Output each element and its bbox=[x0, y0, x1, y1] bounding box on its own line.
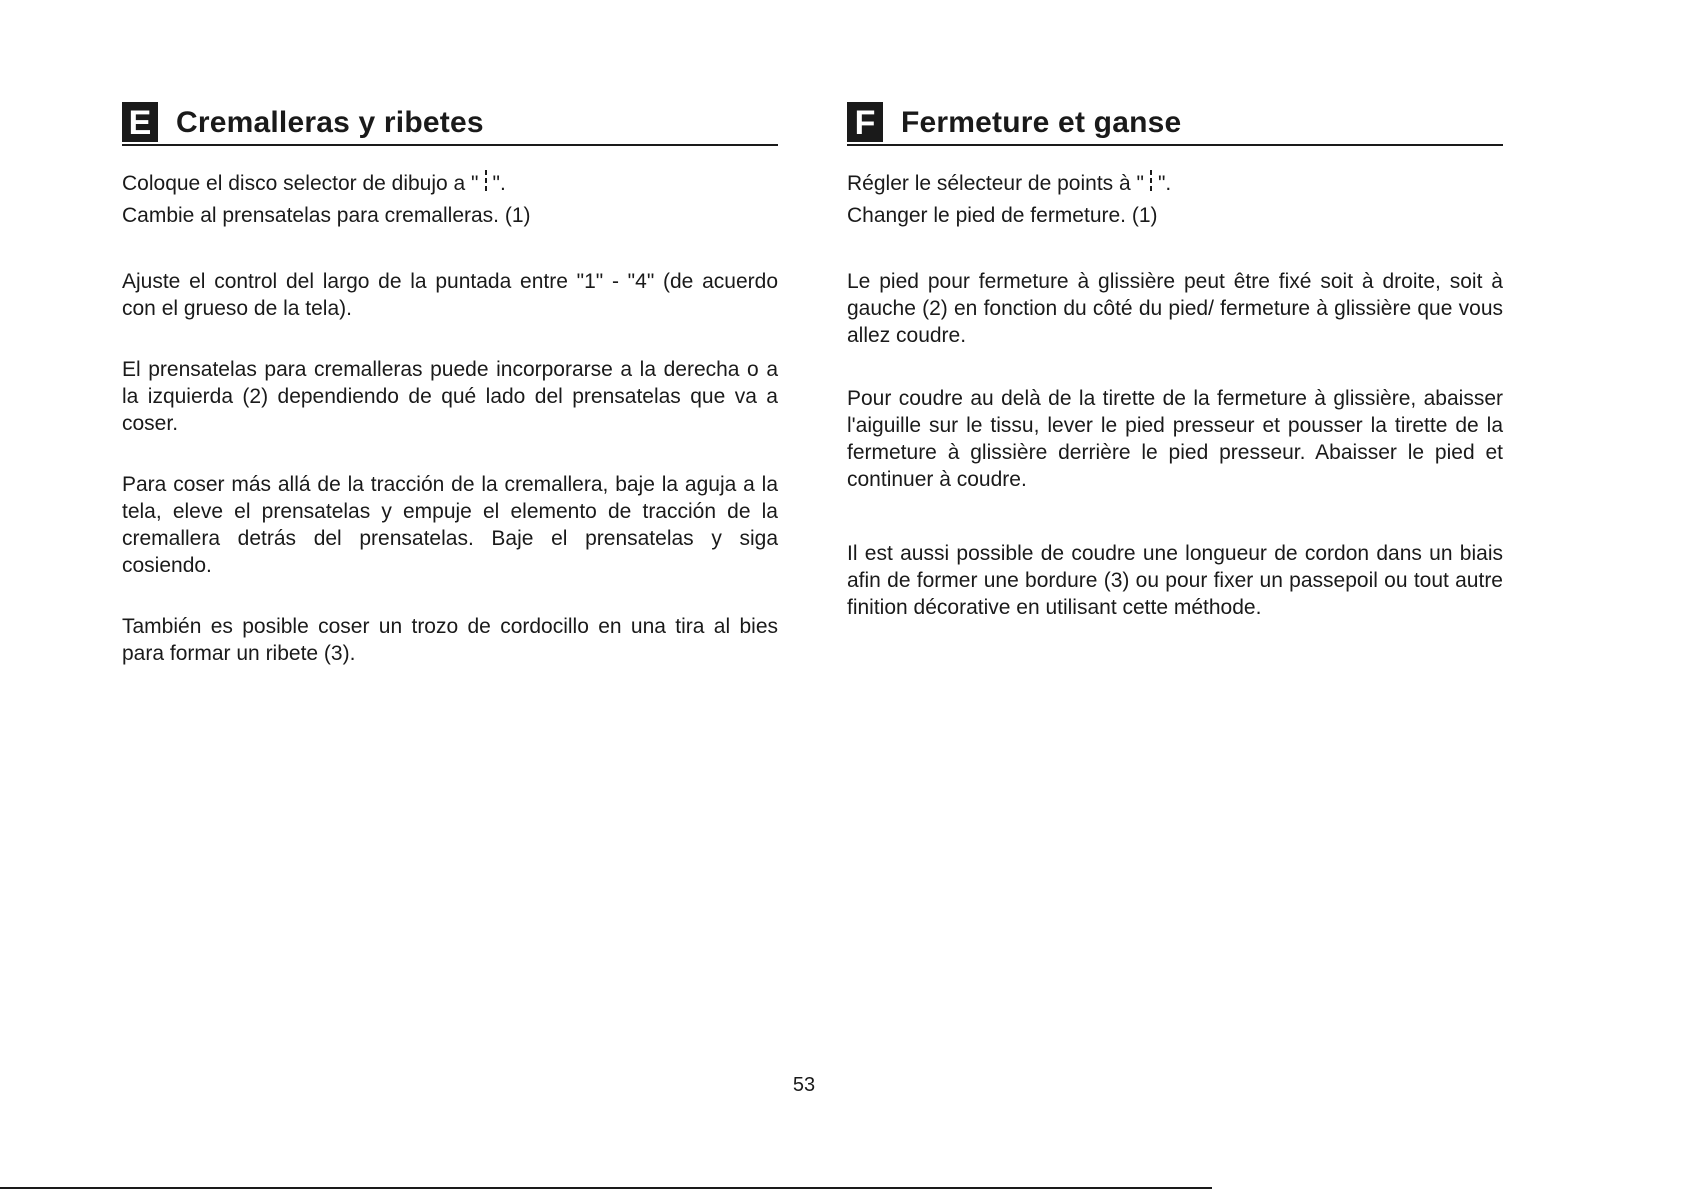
paragraph: Para coser más allá de la tracción de la cremallera, baje la aguja a la tela, eleve el prensatelas y empuje el elemento de tracción de la cremallera detrás del prensatelas. Baje el prensatelas y siga cosiendo. bbox=[122, 473, 778, 577]
spanish-column bbox=[122, 98, 778, 667]
section-letter-badge: F bbox=[847, 102, 883, 142]
section-header-e bbox=[122, 98, 778, 146]
section-title: Cremalleras y ribetes bbox=[176, 106, 484, 139]
intro-line-1-text: Coloque el disco selector de dibujo a " bbox=[122, 172, 479, 195]
intro-block bbox=[847, 168, 1503, 232]
page-number: 53 bbox=[792, 1074, 816, 1096]
intro-line-1 bbox=[847, 168, 1503, 200]
straight-stitch-icon bbox=[485, 170, 487, 194]
intro-line-1-end: ". bbox=[1157, 172, 1172, 195]
intro-line-1-text: Régler le sélecteur de points à " bbox=[847, 172, 1144, 195]
intro-line-2: Cambie al prensatelas para cremalleras. (1) bbox=[122, 204, 531, 227]
intro-line-1 bbox=[122, 168, 778, 200]
paragraph: También es posible coser un trozo de cordocillo en una tira al bies para formar un ribete (3). bbox=[122, 615, 778, 665]
intro-block bbox=[122, 168, 778, 232]
french-column bbox=[847, 98, 1503, 621]
paragraph: Ajuste el control del largo de la puntada entre "1" - "4" (de acuerdo con el grueso de la tela). bbox=[122, 270, 778, 320]
section-header-f bbox=[847, 98, 1503, 146]
paragraph: Il est aussi possible de coudre une longueur de cordon dans un biais afin de former une bordure (3) ou pour fixer un passepoil ou tout autre finition décorative en utilisant cette méthode. bbox=[847, 542, 1503, 619]
intro-line-1-end: ". bbox=[492, 172, 506, 195]
intro-line-2: Changer le pied de fermeture. (1) bbox=[847, 204, 1158, 227]
paragraph: Le pied pour fermeture à glissière peut être fixé soit à droite, soit à gauche (2) en fonction du côté du pied/ fermeture à glissière que vous allez coudre. bbox=[847, 270, 1503, 347]
section-title: Fermeture et ganse bbox=[901, 106, 1182, 139]
paragraph: El prensatelas para cremalleras puede incorporarse a la derecha o a la izquierda (2) dependiendo de qué lado del prensatelas que va a coser. bbox=[122, 358, 778, 435]
straight-stitch-icon bbox=[1150, 170, 1152, 194]
paragraph: Pour coudre au delà de la tirette de la fermeture à glissière, abaisser l'aiguille sur le tissu, lever le pied presseur et pousser la tirette de la fermeture à glissière derrière le pied presseur. Abaisser le pied et continuer à coudre. bbox=[847, 387, 1503, 491]
section-letter-badge: E bbox=[122, 102, 158, 142]
